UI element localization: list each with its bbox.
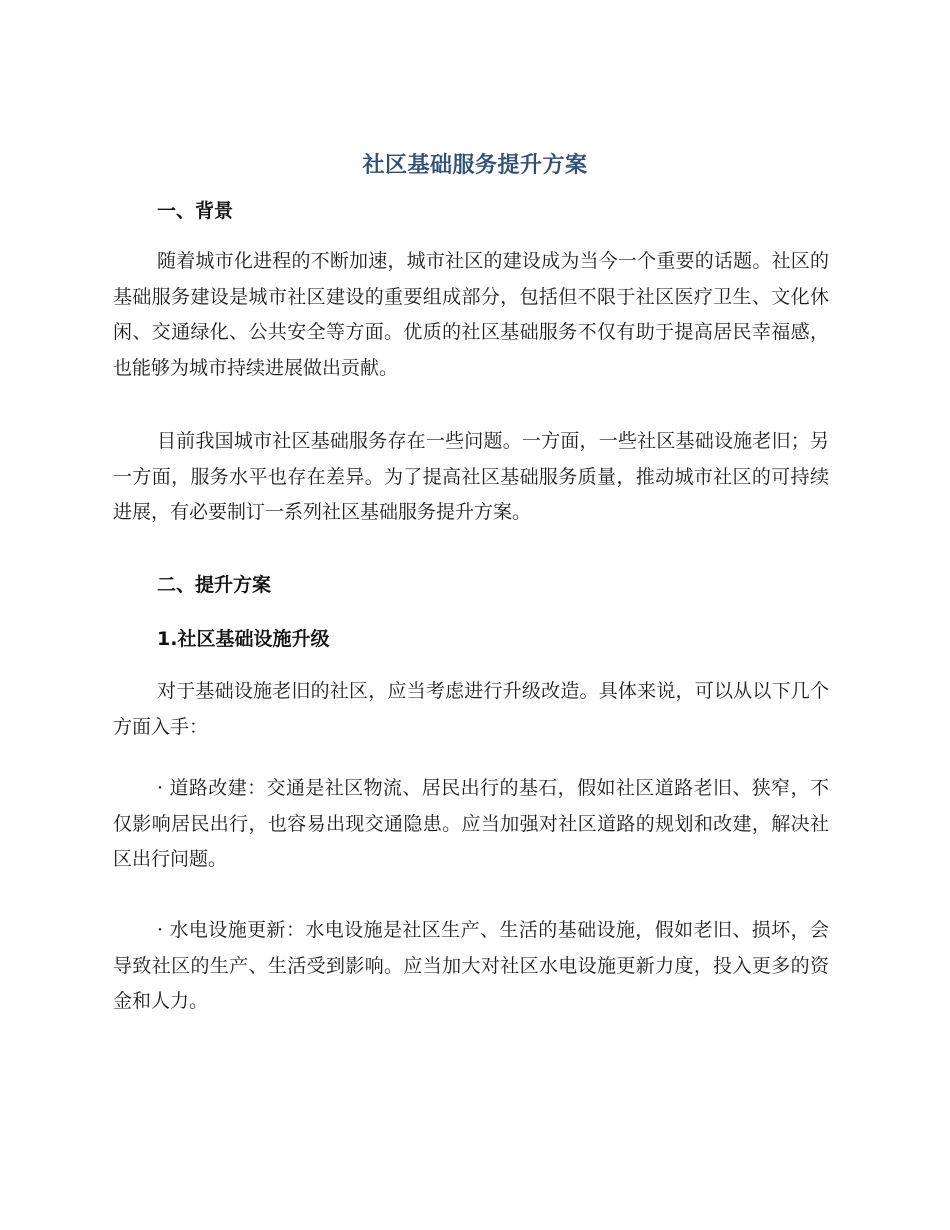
section-heading-background: 一、背景 <box>157 200 234 222</box>
subsection-heading-infrastructure: 1.社区基础设施升级 <box>157 628 330 650</box>
paragraph-background-1: 随着城市化进程的不断加速，城市社区的建设成为当今一个重要的话题。社区的基础服务建设是城市社区建设的重要组成部分，包括但不限于社区医疗卫生、文化休闲、交通绿化、公共安全等方面。优质的社区基础服务不仅有助于提高居民幸福感，也能够为城市持续进展做出贡献。 <box>113 250 829 379</box>
bullet-item-road: · 道路改建：交通是社区物流、居民出行的基石，假如社区道路老旧、狭窄，不仅影响居民出行，也容易出现交通隐患。应当加强对社区道路的规划和改建，解决社区出行问题。 <box>113 777 829 870</box>
paragraph-infrastructure-intro: 对于基础设施老旧的社区，应当考虑进行升级改造。具体来说，可以从以下几个方面入手： <box>113 680 829 738</box>
section-heading-plan: 二、提升方案 <box>157 574 272 596</box>
paragraph-background-2: 目前我国城市社区基础服务存在一些问题。一方面，一些社区基础设施老旧；另一方面，服务水平也存在差异。为了提高社区基础服务质量，推动城市社区的可持续进展，有必要制订一系列社区基础服务提升方案。 <box>113 430 829 523</box>
document-title: 社区基础服务提升方案 <box>362 153 588 178</box>
bullet-item-utilities: · 水电设施更新：水电设施是社区生产、生活的基础设施，假如老旧、损坏，会导致社区的生产、生活受到影响。应当加大对社区水电设施更新力度，投入更多的资金和人力。 <box>113 919 829 1012</box>
